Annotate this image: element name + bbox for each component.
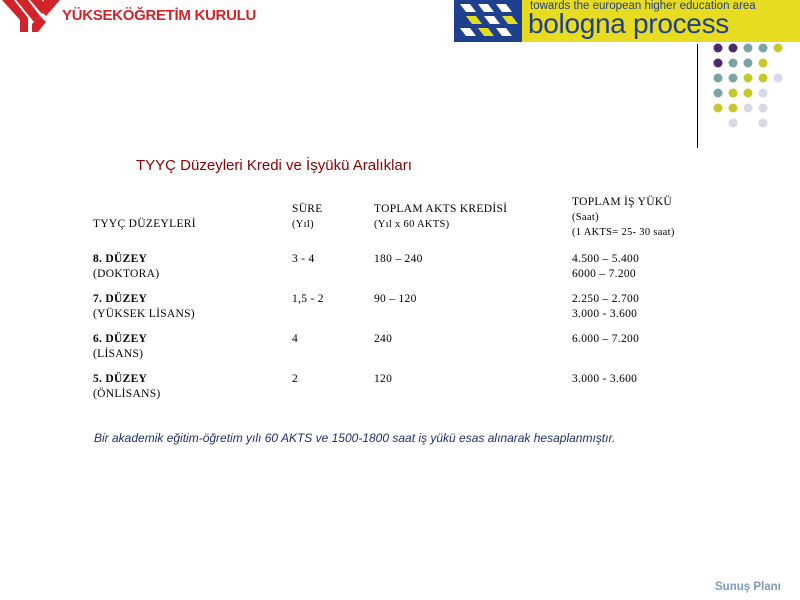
table-row [93,332,147,362]
row-duration: 2 [292,373,299,385]
row-workload-line: 4.500 – 5.400 [572,253,640,265]
header-workload [572,195,675,240]
header-levels-label: TYYÇ DÜZEYLERİ [93,218,196,230]
bologna-arrows-icon [454,0,522,42]
row-workload [572,332,639,347]
table-row [93,292,195,322]
header-credits-label: TOPLAM AKTS KREDİSİ [374,203,508,215]
table-row [93,252,159,282]
row-credits: 180 – 240 [374,253,423,265]
row-credits: 90 – 120 [374,293,417,305]
header-duration-sub: (Yıl) [292,219,314,230]
row-workload [572,372,637,387]
bologna-emblem [454,0,522,42]
header-duration [292,202,323,232]
row-credits: 120 [374,373,393,385]
yok-logo-text: YÜKSEKÖĞRETİM KURULU [62,7,257,24]
header-workload-sub2: (1 AKTS= 25- 30 saat) [572,227,675,238]
bologna-name: bologna process [528,8,729,39]
row-level: 8. DÜZEY [93,253,148,265]
header-duration-label: SÜRE [292,203,323,215]
row-workload-line: 6.000 – 7.200 [572,333,640,345]
row-level-name: (ÖNLİSANS) [93,388,161,400]
row-level-name: (DOKTORA) [93,268,160,280]
row-level-name: (LİSANS) [93,348,144,360]
row-credits: 240 [374,333,393,345]
row-workload [572,292,639,322]
bologna-banner [454,0,800,42]
row-workload-line: 3.000 - 3.600 [572,308,638,320]
decorative-dots [710,42,800,132]
footnote: Bir akademik eğitim-öğretim yılı 60 AKTS ve 1500-1800 saat iş yükü esas alınarak hesaplanmıştır. [94,431,616,445]
divider-line [697,44,698,148]
row-workload-line: 3.000 - 3.600 [572,373,638,385]
table-row [93,372,161,402]
row-workload-line: 2.250 – 2.700 [572,293,640,305]
presentation-plan-link[interactable]: Sunuş Planı [715,581,781,593]
header-credits-sub: (Yıl x 60 AKTS) [374,219,450,230]
row-duration: 4 [292,333,299,345]
bologna-tagline: towards the european higher education area [530,0,756,12]
row-level: 7. DÜZEY [93,293,148,305]
header-credits [374,202,507,232]
row-level: 5. DÜZEY [93,373,148,385]
yok-emblem-icon [2,0,62,32]
row-duration: 1,5 - 2 [292,293,324,305]
row-workload [572,252,639,282]
header-workload-sub: (Saat) [572,212,599,223]
yok-logo [0,0,257,34]
header-levels [93,217,196,232]
row-level-name: (YÜKSEK LİSANS) [93,308,195,320]
row-level: 6. DÜZEY [93,333,148,345]
header-workload-label: TOPLAM İŞ YÜKÜ [572,196,673,208]
row-duration: 3 - 4 [292,253,315,265]
page-title: TYYÇ Düzeyleri Kredi ve İşyükü Aralıkları [136,157,412,174]
row-workload-line: 6000 – 7.200 [572,268,636,280]
